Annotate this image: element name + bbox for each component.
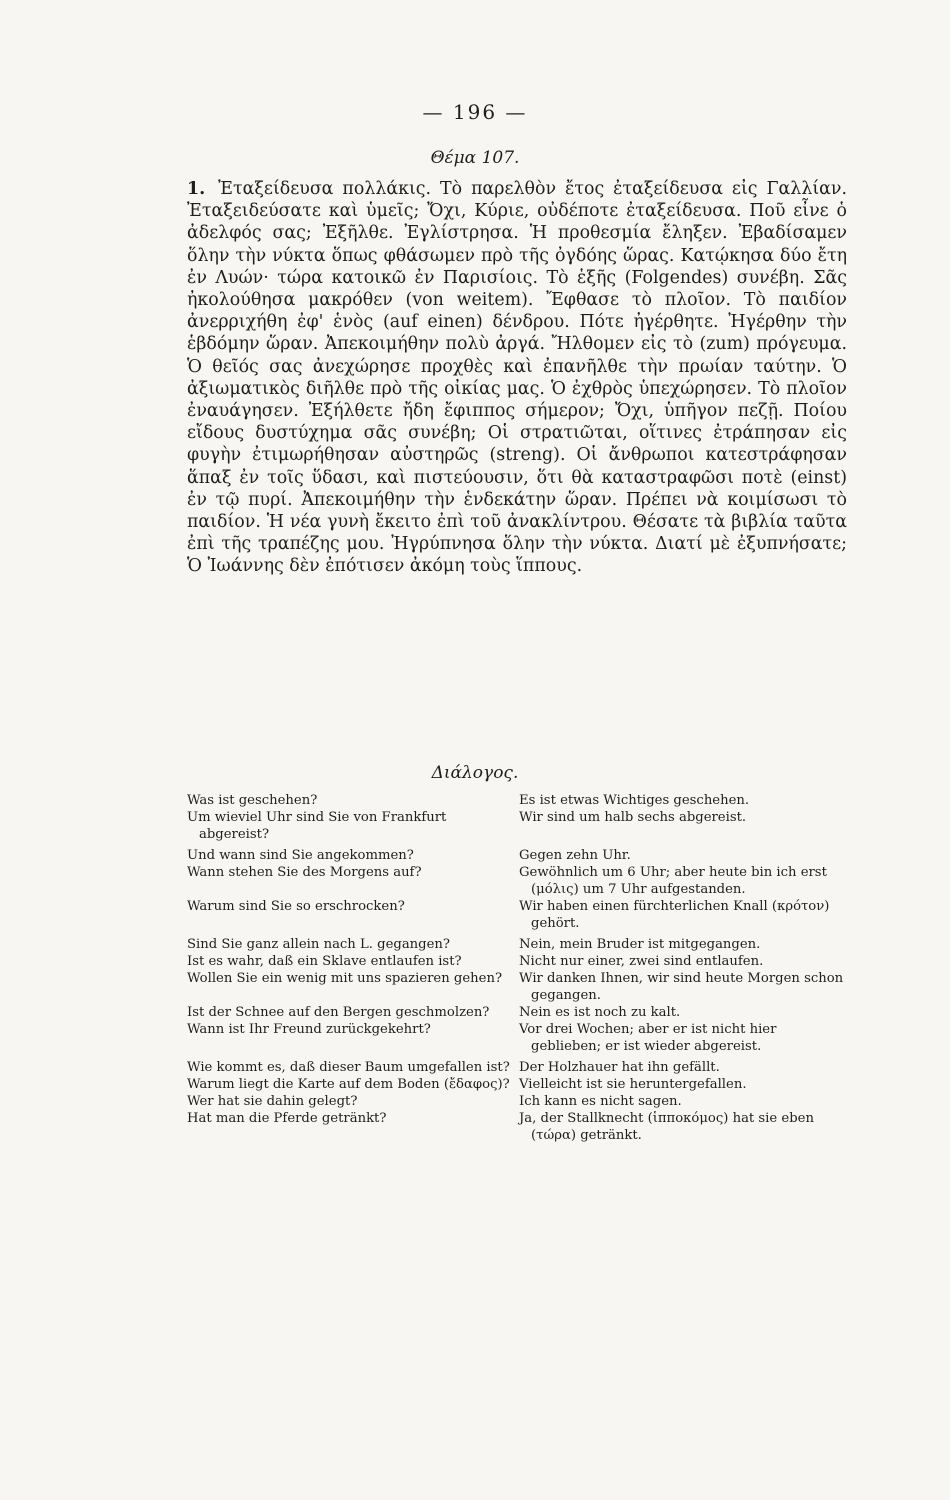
dialog-question: Sind Sie ganz allein nach L. gegangen?: [187, 937, 450, 952]
dialog-answer: Wir haben einen fürchterlichen Knall (κρότον) gehört.: [519, 899, 830, 931]
dialog-row: [187, 1004, 847, 1021]
dialog-question: Warum liegt die Karte auf dem Boden (ἔδαφος)?: [187, 1077, 510, 1092]
dialog-question: Wollen Sie ein wenig mit uns spazieren gehen?: [187, 971, 503, 986]
dialog-question: Warum sind Sie so erschrocken?: [187, 899, 405, 914]
dialog-answer: Vor drei Wochen; aber er ist nicht hier geblieben; er ist wieder abgereist.: [519, 1022, 777, 1054]
dialog-row: [187, 809, 847, 843]
dialog-answer: Wir danken Ihnen, wir sind heute Morgen schon gegangen.: [519, 971, 844, 1003]
dialog-title: Διάλογος.: [431, 763, 519, 783]
dialog-question: Was ist geschehen?: [187, 793, 318, 808]
dialog-row: [187, 970, 847, 1004]
dialog-question: Um wieviel Uhr sind Sie von Frankfurt abgereist?: [187, 810, 447, 842]
dialog-row: [187, 1110, 847, 1144]
dialog-row: [187, 936, 847, 953]
exercise-title: Θέμα 107.: [430, 148, 520, 168]
dialog-answer: Nein es ist noch zu kalt.: [519, 1005, 681, 1020]
dialog-row: [187, 953, 847, 970]
dialog-row: [187, 792, 847, 809]
exercise-number: 1.: [187, 179, 206, 199]
dialog-question: Wann stehen Sie des Morgens auf?: [187, 865, 422, 880]
page-number: — 196 —: [422, 100, 528, 124]
dialog-answer: Ja, der Stallknecht (ἱπποκόμος) hat sie eben (τώρα) getränkt.: [519, 1111, 814, 1143]
dialog-row: [187, 864, 847, 898]
dialog-row: [187, 898, 847, 932]
dialog-answer: Nein, mein Bruder ist mitgegangen.: [519, 937, 761, 952]
dialog-answer: Es ist etwas Wichtiges geschehen.: [519, 793, 750, 808]
exercise-text: [187, 178, 847, 578]
exercise-paragraph: Ἐταξείδευσα πολλάκις. Τὸ παρελθὸν ἔτος ἐταξείδευσα εἰς Γαλλίαν. Ἐταξειδεύσατε καὶ ὑμεῖς; Ὄχι, Κύριε, οὐδέποτε ἐταξείδευσα. Ποῦ εἶνε ὁ ἀδελφός σας; Ἐξῆλθε. Ἐγλίστρησα. Ἡ προθεσμία ἔληξεν. Ἐβαδίσαμεν ὅλην τὴν νύκτα ὅπως φθάσωμεν πρὸ τῆς ὀγδόης ὥρας. Κατῴκησα δύο ἔτη ἐν Λυών· τώρα κατοικῶ ἐν Παρισίοις. Τὸ ἑξῆς (Folgendes) συνέβη. Σᾶς ἠκολούθησα μακρόθεν (von weitem). Ἔφθασε τὸ πλοῖον. Τὸ παιδίον ἀνερριχήθη ἐφ' ἑνὸς (auf einen) δένδρου. Πότε ἠγέρθητε. Ἠγέρθην τὴν ἑβδόμην ὥραν. Ἀπεκοιμήθην πολὺ ἀργά. Ἤλθομεν εἰς τὸ (zum) πρόγευμα. Ὁ θεῖός σας ἀνεχώρησε προχθὲς καὶ ἐπανῆλθε τὴν πρωίαν ταύτην. Ὁ ἀξιωματικὸς διῆλθε πρὸ τῆς οἰκίας μας. Ὁ ἐχθρὸς ὑπεχώρησεν. Τὸ πλοῖον ἐναυάγησεν. Ἐξήλθετε ἤδη ἔφιππος σήμερον; Ὄχι, ὑπῆγον πεζῇ. Ποίου εἴδους δυστύχημα σᾶς συνέβη; Οἱ στρατιῶται, οἵτινες ἐτράπησαν εἰς φυγὴν ἐτιμωρήθησαν αὐστηρῶς (streng). Οἱ ἄνθρωποι κατεστράφησαν ἅπαξ ἐν τοῖς ὕδασι, καὶ πιστεύουσιν, ὅτι θὰ καταστραφῶσι ποτὲ (einst) ἐν τῷ πυρί. Ἀπεκοιμήθην τὴν ἑνδεκάτην ὥραν. Πρέπει νὰ κοιμίσωσι τὸ παιδίον. Ἡ νέα γυνὴ ἔκειτο ἐπὶ τοῦ ἀνακλίντρου. Θέσατε τὰ βιβλία ταῦτα ἐπὶ τῆς τραπέζης μου. Ἠγρύπνησα ὅλην τὴν νύκτα. Διατί μὲ ἐξυπνήσατε; Ὁ Ἰωάννης δὲν ἐπότισεν ἀκόμη τοὺς ἵππους.: [187, 179, 848, 577]
dialog-answer: Nicht nur einer, zwei sind entlaufen.: [519, 954, 764, 969]
dialog-answer: Vielleicht ist sie heruntergefallen.: [519, 1077, 747, 1092]
dialog-row: [187, 1059, 847, 1076]
dialog-answer: Gegen zehn Uhr.: [519, 848, 631, 863]
dialog-question: Ist der Schnee auf den Bergen geschmolzen?: [187, 1005, 490, 1020]
dialog-table: [187, 792, 847, 1144]
dialog-answer: Der Holzhauer hat ihn gefällt.: [519, 1060, 720, 1075]
dialog-row: [187, 1021, 847, 1055]
dialog-row: [187, 847, 847, 864]
dialog-question: Ist es wahr, daß ein Sklave entlaufen ist?: [187, 954, 462, 969]
dialog-question: Hat man die Pferde getränkt?: [187, 1111, 387, 1126]
dialog-question: Und wann sind Sie angekommen?: [187, 848, 414, 863]
dialog-question: Wie kommt es, daß dieser Baum umgefallen ist?: [187, 1060, 510, 1075]
dialog-row: [187, 1076, 847, 1093]
dialog-question: Wann ist Ihr Freund zurückgekehrt?: [187, 1022, 431, 1037]
dialog-answer: Wir sind um halb sechs abgereist.: [519, 810, 747, 825]
dialog-answer: Ich kann es nicht sagen.: [519, 1094, 682, 1109]
dialog-row: [187, 1093, 847, 1110]
dialog-answer: Gewöhnlich um 6 Uhr; aber heute bin ich erst (μόλις) um 7 Uhr aufgestanden.: [519, 865, 827, 897]
dialog-question: Wer hat sie dahin gelegt?: [187, 1094, 358, 1109]
